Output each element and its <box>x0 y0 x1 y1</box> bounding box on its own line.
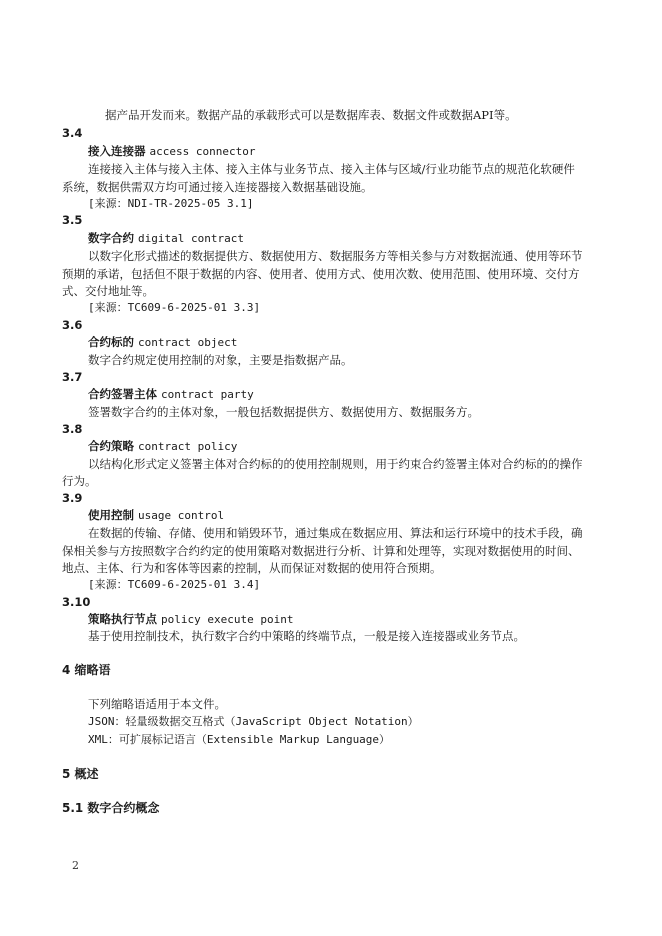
term-3-6 <box>88 334 237 351</box>
source-note: [来源：TC609-6-2025-01 3.3] <box>88 301 261 314</box>
source-note: [来源：TC609-6-2025-01 3.4] <box>88 578 261 591</box>
abbrev-json: JSON：轻量级数据交互格式（JavaScript Object Notation） <box>88 715 419 728</box>
term-3-10 <box>88 611 293 628</box>
definition-line: 地点、主体、行为和客体等因素的控制，从而保证对数据的使用符合预期。 <box>62 561 442 575</box>
term-cn: 合约标的 <box>88 335 134 349</box>
term-cn: 合约策略 <box>88 439 134 453</box>
term-cn: 数字合约 <box>88 231 134 245</box>
clause-number-3-4: 3.4 <box>62 126 83 140</box>
term-en: contract policy <box>138 440 238 453</box>
section-heading-4: 4 缩略语 <box>62 663 111 677</box>
definition-line: 预期的承诺，包括但不限于数据的内容、使用者、使用方式、使用次数、使用范围、使用环境、交付方 <box>62 267 580 281</box>
clause-number-3-8: 3.8 <box>62 422 83 436</box>
term-3-7 <box>88 386 254 403</box>
term-en: access connector <box>149 145 256 158</box>
term-en: usage control <box>138 509 225 522</box>
term-cn: 接入连接器 <box>88 144 146 158</box>
term-en: policy execute point <box>161 613 294 626</box>
abbrev-xml: XML：可扩展标记语言（Extensible Markup Language） <box>88 733 391 746</box>
abbrev-intro: 下列缩略语适用于本文件。 <box>88 697 226 711</box>
term-en: digital contract <box>138 232 244 245</box>
term-en: contract object <box>138 336 238 349</box>
definition-line: 行为。 <box>62 474 97 488</box>
clause-number-3-7: 3.7 <box>62 370 83 384</box>
definition-line: 签署数字合约的主体对象，一般包括数据提供方、数据使用方、数据服务方。 <box>88 405 479 419</box>
definition-line: 以数字化形式描述的数据提供方、数据使用方、数据服务方等相关参与方对数据流通、使用等环节 <box>88 249 583 263</box>
definition-line: 系统，数据供需双方均可通过接入连接器接入数据基础设施。 <box>62 180 373 194</box>
term-cn: 合约签署主体 <box>88 387 157 401</box>
term-cn: 使用控制 <box>88 508 134 522</box>
subsection-heading-5-1: 5.1 数字合约概念 <box>62 801 160 815</box>
definition-line: 在数据的传输、存储、使用和销毁环节，通过集成在数据应用、算法和运行环境中的技术手段，确 <box>88 526 583 540</box>
clause-number-3-9: 3.9 <box>62 491 83 505</box>
term-en: contract party <box>161 388 254 401</box>
definition-line: 数字合约规定使用控制的对象，主要是指数据产品。 <box>88 353 353 367</box>
intro-continuation: 据产品开发而来。数据产品的承载形式可以是数据库表、数据文件或数据API等。 <box>105 108 517 122</box>
section-heading-5: 5 概述 <box>62 767 99 781</box>
definition-line: 以结构化形式定义签署主体对合约标的的使用控制规则，用于约束合约签署主体对合约标的的操作 <box>88 457 583 471</box>
page-number: 2 <box>72 859 79 872</box>
term-3-5 <box>88 230 244 247</box>
clause-number-3-5: 3.5 <box>62 213 83 227</box>
term-cn: 策略执行节点 <box>88 612 157 626</box>
term-3-4 <box>88 143 255 160</box>
source-note: [来源：NDI-TR-2025-05 3.1] <box>88 197 254 210</box>
definition-line: 连接接入主体与接入主体、接入主体与业务节点、接入主体与区域/行业功能节点的规范化软硬件 <box>88 162 575 176</box>
definition-line: 基于使用控制技术，执行数字合约中策略的终端节点，一般是接入连接器或业务节点。 <box>88 629 525 643</box>
term-3-8 <box>88 438 237 455</box>
definition-line: 式、交付地址等。 <box>62 284 154 298</box>
definition-line: 保相关参与方按照数字合约约定的使用策略对数据进行分析、计算和处理等，实现对数据使用的时间、 <box>62 544 580 558</box>
clause-number-3-10: 3.10 <box>62 595 91 609</box>
term-3-9 <box>88 507 224 524</box>
clause-number-3-6: 3.6 <box>62 318 83 332</box>
